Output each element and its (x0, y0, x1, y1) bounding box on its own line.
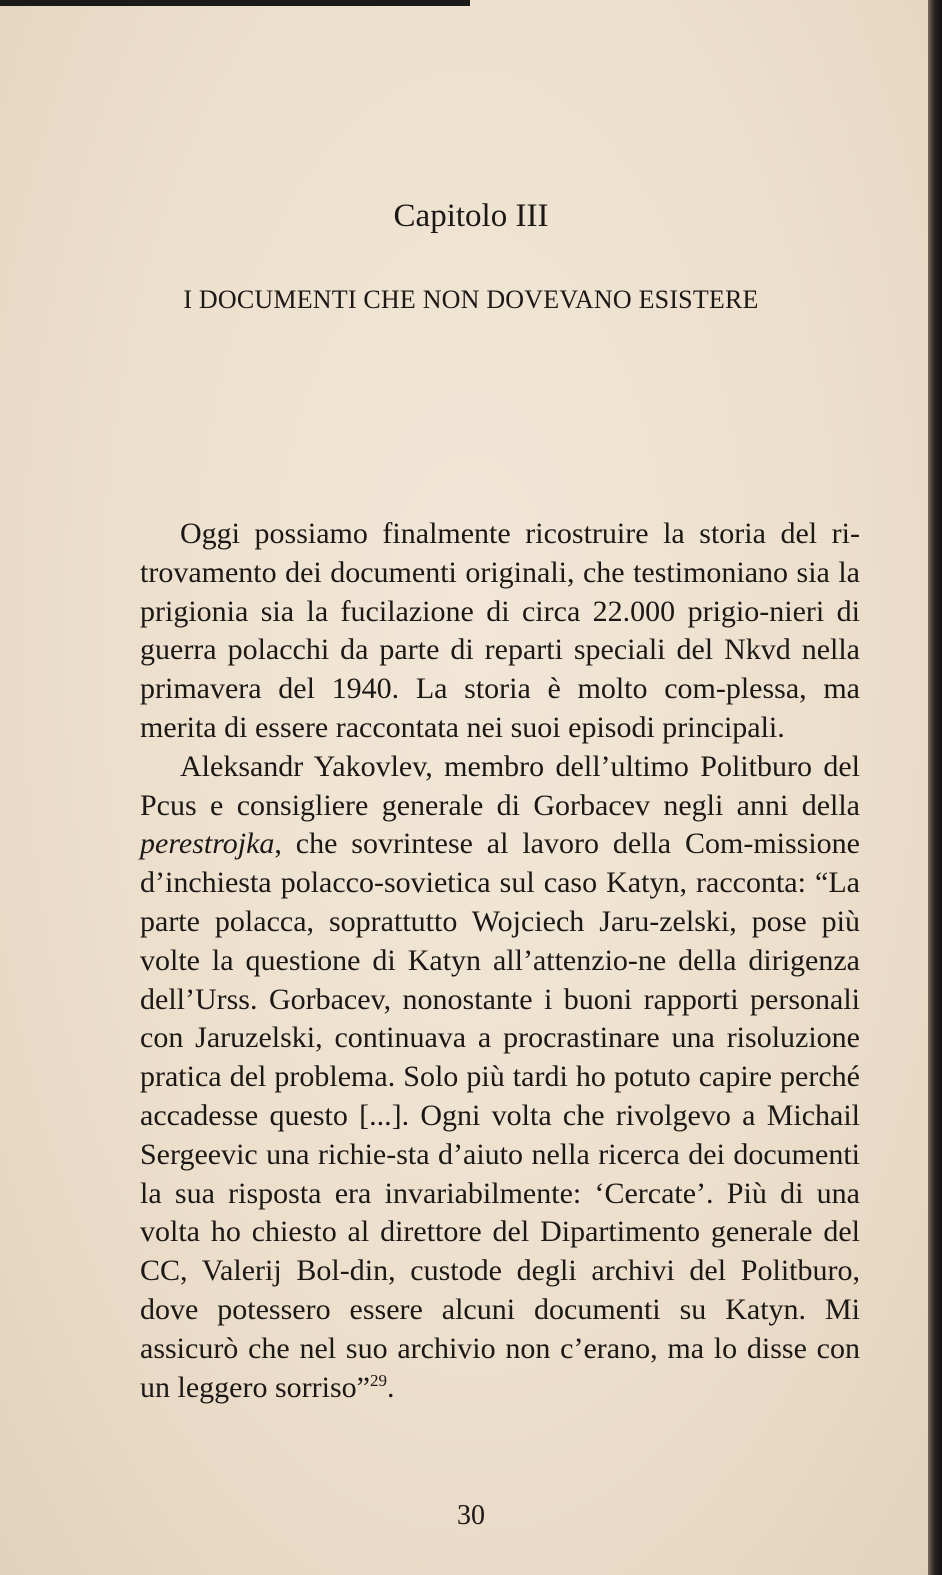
paragraph-1: Oggi possiamo finalmente ricostruire la storia del ri-trovamento dei documenti originali, che testimoniano sia la prigionia sia la fucilazione di circa 22.000 prigio-nieri di guerra polacchi da parte di reparti speciali del Nkvd nella primavera del 1940. La storia è molto com-plessa, ma merita di essere raccontata nei suoi episodi principali. (140, 517, 860, 744)
page-number: 30 (457, 1500, 485, 1531)
paragraph-2-part-2: , che sovrintese al lavoro della Com-missione d’inchiesta polacco-sovietica sul caso Katyn, racconta: “La parte polacca, soprattutto Wojciech Jaru-zelski, pose più volte la questione di Katyn all’attenzio-ne della dirigenza dell’Urss. Gorbacev, nonostante i buoni rapporti personali con Jaruzelski, continuava a procrastinare una risoluzione pratica del problema. Solo più tardi ho potuto capire perché accadesse questo [...]. Ogni volta che rivolgevo a Michail Sergeevic una richie-sta d’aiuto nella ricerca dei documenti la sua risposta era invariabilmente: ‘Cercate’. Più di una volta ho chiesto al direttore del Dipartimento generale del CC, Valerij Bol-din, custode degli archivi del Politburo, dove potessero essere alcuni documenti su Katyn. Mi assicurò che nel suo archivio non c’erano, ma lo disse con un leggero sorriso” (140, 827, 860, 1404)
chapter-title: I DOCUMENTI CHE NON DOVEVANO ESISTERE (183, 285, 759, 314)
paragraph-2 (140, 748, 860, 1408)
paragraph-2-end: . (386, 1370, 395, 1404)
body-text (140, 515, 860, 1407)
paragraph-2-part-1: Aleksandr Yakovlev, membro dell’ultimo Politburo del Pcus e consigliere generale di Gorbacev negli anni della (140, 749, 860, 822)
right-scan-edge (928, 0, 942, 1575)
chapter-label: Capitolo III (393, 198, 549, 234)
top-scan-edge (0, 0, 470, 6)
italic-term: perestrojka (140, 827, 275, 861)
footnote-reference[interactable]: 29 (369, 1370, 387, 1390)
